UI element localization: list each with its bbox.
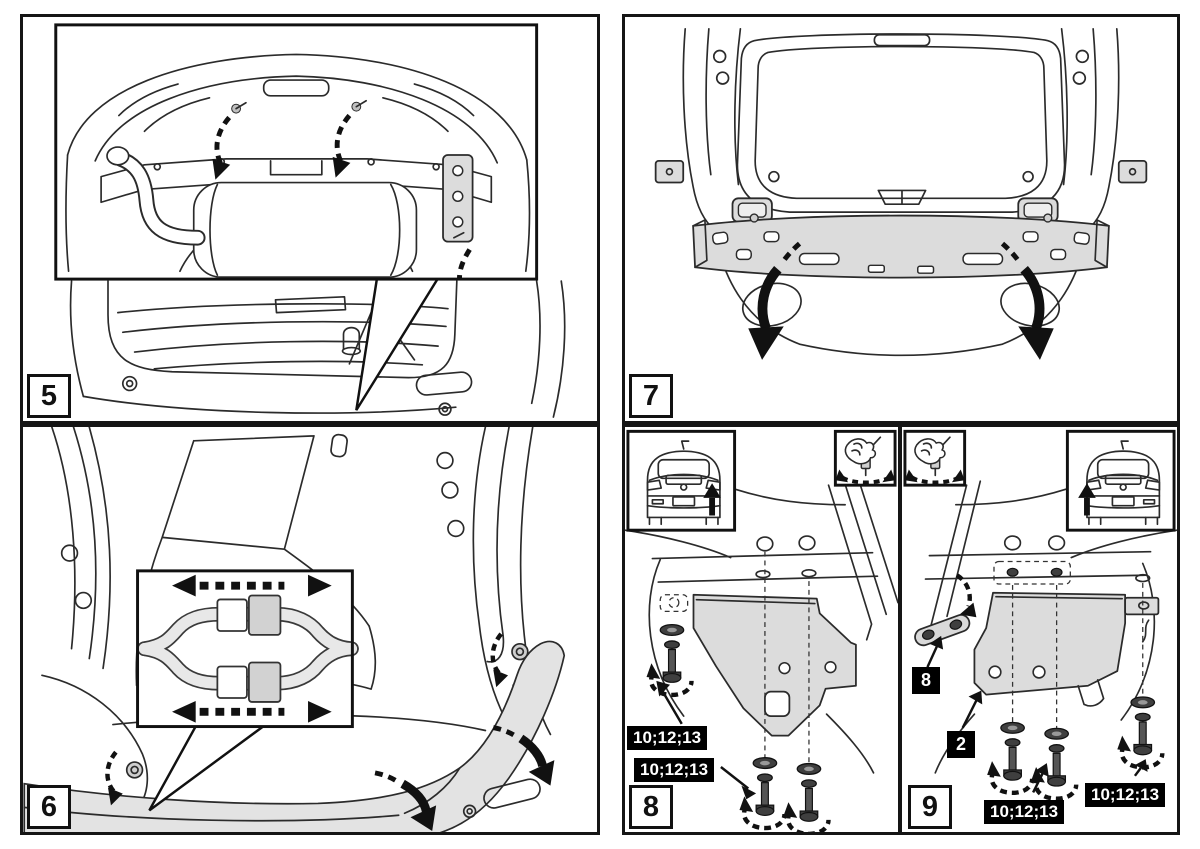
ratchet-hand-inset: [905, 431, 965, 485]
ratchet-hand-inset: [835, 431, 895, 485]
car-rear-inset: [1067, 431, 1174, 530]
wiring-connectors-inset: [138, 571, 353, 727]
part-callout: 2: [947, 731, 975, 758]
part-callout: 8: [912, 667, 940, 694]
muffler: [194, 183, 417, 278]
step-7-panel: [622, 14, 1180, 424]
step-number: 6: [27, 785, 71, 829]
step-number: 9: [908, 785, 952, 829]
step-9-illustration: [902, 427, 1177, 832]
inset-pointer: [356, 278, 438, 410]
tailgate-opening-view: [71, 281, 565, 417]
step-number: 7: [629, 374, 673, 418]
step-9-panel: [899, 424, 1180, 835]
side-bracket: [443, 155, 473, 242]
muffler-area-inset: [56, 25, 537, 309]
bumper-beam: [693, 214, 1109, 278]
step-6-illustration: [23, 427, 597, 832]
step-8-panel: [622, 424, 901, 835]
up-arrow-icon: [709, 498, 715, 516]
part-callout: 10;12;13: [627, 726, 707, 750]
spacer-plate-item8: [913, 613, 972, 648]
step-number: 8: [629, 785, 673, 829]
car-rear-inset: [628, 431, 735, 530]
step-7-illustration: [625, 17, 1177, 421]
step-number: 5: [27, 374, 71, 418]
insert-arrow-icon: [957, 575, 977, 617]
up-arrow-icon: [1084, 498, 1090, 516]
exhaust-tips: [738, 277, 1064, 331]
step-6-panel: [20, 424, 600, 835]
tow-bracket-right: [974, 593, 1125, 695]
step-5-panel: [20, 14, 600, 424]
part-callout: 10;12;13: [634, 758, 714, 782]
part-callout: 10;12;13: [984, 800, 1064, 824]
inset-pointer: [149, 725, 265, 811]
step-5-illustration: [23, 17, 597, 421]
part-callout: 10;12;13: [1085, 783, 1165, 807]
rear-body-frame: [656, 29, 1147, 355]
